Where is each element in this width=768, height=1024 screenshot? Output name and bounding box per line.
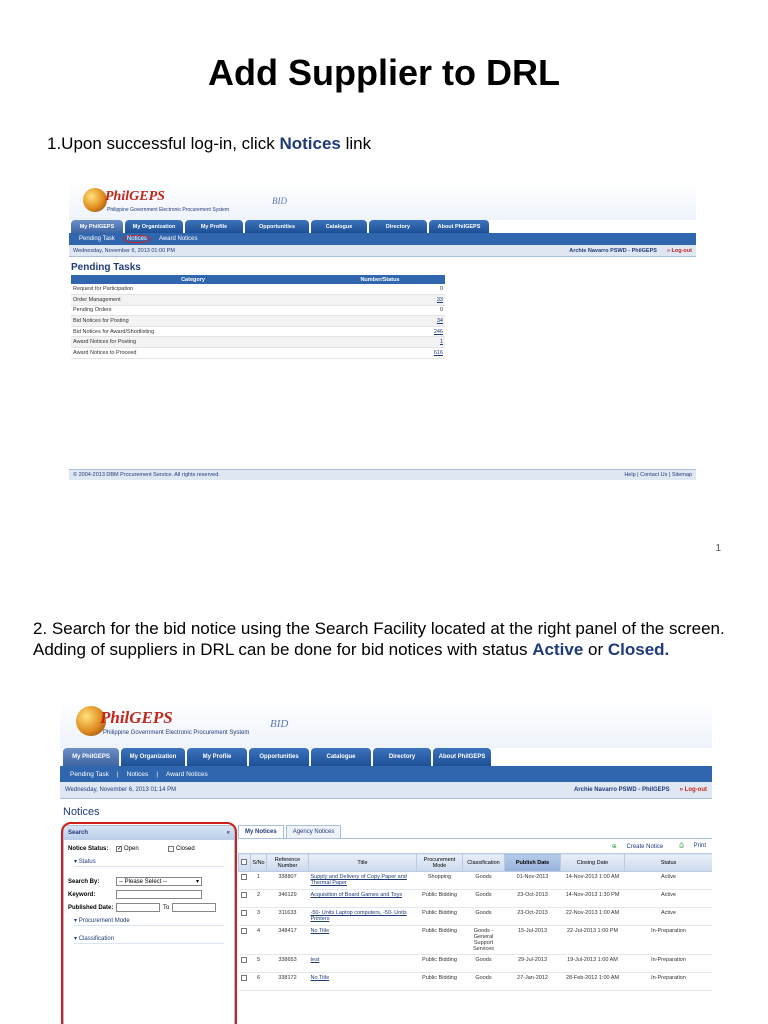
row-publish-date: 23-Oct-2013 [505, 890, 561, 908]
row-sno: 1 [251, 872, 267, 890]
philgeps-logo-subtitle: Philippine Government Electronic Procurement System [107, 207, 229, 213]
column-header-publish-date[interactable]: Publish Date [505, 854, 561, 872]
search-by-row [68, 877, 230, 886]
page-title: Notices [63, 806, 100, 818]
row-checkbox[interactable] [241, 928, 247, 934]
create-notice-label: Create Notice [626, 843, 664, 850]
screenshot-notices-search [60, 700, 712, 1024]
step-2-text: 2. Search for the bid notice using the Search Facility located at the right panel of the screen. Adding of suppliers in DRL can be done for bid notices with status [33, 619, 725, 659]
tab-my-organization[interactable]: My Organization [121, 748, 185, 766]
select-all-checkbox[interactable] [241, 859, 247, 865]
procurement-mode-label: Procurement Mode [78, 917, 130, 924]
row-title-link[interactable]: -50- Units Laptop computers, -50- Units Printers [309, 908, 417, 926]
row-category: Order Management [71, 295, 315, 306]
table-row[interactable] [71, 326, 445, 337]
row-value-link[interactable]: 616 [315, 348, 445, 359]
row-category: Award Notices for Posting [71, 337, 315, 348]
print-button[interactable] [671, 843, 706, 850]
subnav-pending-task[interactable]: Pending Task [79, 236, 115, 242]
row-reference: 346129 [267, 890, 309, 908]
chevron-down-icon: ▾ [195, 879, 199, 885]
subnav-notices-link[interactable]: Notices [126, 770, 149, 778]
row-mode: Public Bidding [417, 908, 463, 926]
published-date-from[interactable] [116, 903, 160, 912]
philgeps-logo-subtitle: Philippine Government Electronic Procurement System [103, 730, 250, 736]
row-value-link[interactable]: 34 [315, 316, 445, 327]
row-closing-date: 22-Nov-2013 1:00 AM [561, 908, 625, 926]
status-section-label: Status [78, 858, 96, 865]
keyword-label: Keyword: [68, 891, 96, 898]
row-status: Active [625, 908, 713, 926]
tab-opportunities[interactable]: Opportunities [249, 748, 309, 766]
row-publish-date: 29-Jul-2013 [505, 955, 561, 973]
table-row[interactable] [71, 316, 445, 327]
column-header-number-status: Number/Status [315, 275, 445, 284]
print-label: Print [693, 842, 706, 849]
date-bar [60, 782, 712, 799]
row-publish-date: 01-Nov-2013 [505, 872, 561, 890]
subnav-pending-task[interactable]: Pending Task [70, 770, 109, 778]
sub-navigation [60, 766, 712, 782]
tab-my-notices[interactable]: My Notices [238, 825, 284, 838]
row-title-link[interactable]: No Title [309, 973, 417, 991]
philgeps-globe-icon [83, 188, 107, 212]
step-2-instruction [33, 618, 733, 660]
status-closed-emphasis: Closed. [607, 640, 670, 659]
row-value-link[interactable]: 246 [315, 326, 445, 337]
row-status: In-Preparation [625, 955, 713, 973]
tab-my-philgeps[interactable]: My PhilGEPS [63, 748, 119, 766]
row-sno: 3 [251, 908, 267, 926]
row-reference: 338807 [267, 872, 309, 890]
row-checkbox[interactable] [241, 910, 247, 916]
row-value-link[interactable]: 1 [315, 337, 445, 348]
pending-tasks-title: Pending Tasks [71, 262, 141, 273]
step-1-suffix: link [340, 134, 372, 153]
row-category: Award Notices to Proceed [71, 348, 315, 359]
collapse-icon[interactable]: « [226, 830, 230, 836]
main-tabs [63, 748, 493, 766]
table-row[interactable] [71, 305, 445, 316]
tab-about-philgeps[interactable]: About PhilGEPS [433, 748, 491, 766]
tab-agency-notices[interactable]: Agency Notices [286, 825, 342, 838]
tab-opportunities[interactable]: Opportunities [245, 220, 309, 233]
row-category: Bid Notices for Award/Shortlisting [71, 326, 315, 337]
tab-my-profile[interactable]: My Profile [187, 748, 247, 766]
procurement-mode-toggle[interactable] [74, 916, 224, 926]
status-section-toggle[interactable] [74, 857, 224, 867]
row-value: 0 [315, 284, 445, 295]
tab-my-organization[interactable]: My Organization [125, 220, 183, 233]
table-row[interactable] [239, 908, 713, 926]
row-closing-date: 22-Jul-2013 1:00 PM [561, 926, 625, 955]
logout-link[interactable]: » Log-out [679, 787, 707, 793]
bid-watermark: BID [270, 718, 289, 730]
results-actions [238, 839, 712, 853]
open-label: Open [124, 845, 139, 852]
tab-about-philgeps[interactable]: About PhilGEPS [429, 220, 489, 233]
subnav-notices-link[interactable]: Notices [123, 235, 151, 243]
add-icon: ⊕ [611, 843, 617, 850]
table-row[interactable] [239, 872, 713, 890]
row-sno: 6 [251, 973, 267, 991]
row-publish-date: 27-Jan-2012 [505, 973, 561, 991]
published-date-row [68, 903, 230, 912]
row-closing-date: 14-Nov-2013 1:30 PM [561, 890, 625, 908]
results-tabs [238, 825, 712, 839]
philgeps-logo: PhilGEPS [100, 708, 173, 727]
search-by-select[interactable] [116, 877, 202, 886]
row-publish-date: 23-Oct-2013 [505, 908, 561, 926]
row-status: Active [625, 890, 713, 908]
row-checkbox[interactable] [241, 957, 247, 963]
keyword-row [68, 890, 230, 899]
row-value: 0 [315, 305, 445, 316]
column-header-closing-date: Closing Date [561, 854, 625, 872]
row-select [239, 973, 251, 991]
column-header-reference: Reference Number [267, 854, 309, 872]
row-title-link[interactable]: Supply and Delivery of Copy Paper and Thermal Paper [309, 872, 417, 890]
row-mode: Shopping [417, 872, 463, 890]
step-1-prefix: 1.Upon successful log-in, click [47, 134, 280, 153]
notices-table [238, 853, 712, 991]
current-date: Wednesday, November 6, 2013 01:14 PM [65, 787, 177, 793]
row-select [239, 908, 251, 926]
classification-toggle[interactable] [74, 934, 224, 944]
sub-navigation [69, 233, 696, 245]
row-select [239, 890, 251, 908]
footer-bar [69, 469, 696, 480]
table-row[interactable] [239, 955, 713, 973]
row-closing-date: 28-Feb-2012 1:00 AM [561, 973, 625, 991]
expand-icon: ▾ [74, 918, 79, 924]
tab-my-philgeps[interactable]: My PhilGEPS [71, 220, 123, 233]
row-status: Active [625, 872, 713, 890]
column-header-title: Title [309, 854, 417, 872]
row-title-link[interactable]: test [309, 955, 417, 973]
row-select [239, 872, 251, 890]
row-status: In-Preparation [625, 926, 713, 955]
tab-directory[interactable]: Directory [373, 748, 431, 766]
page-number: 1 [715, 543, 721, 554]
row-category: Request for Participation [71, 284, 315, 295]
expand-icon: ▾ [74, 859, 79, 865]
row-checkbox[interactable] [241, 892, 247, 898]
print-icon: ⎙ [679, 842, 684, 849]
header-banner [60, 700, 712, 748]
table-row[interactable] [239, 890, 713, 908]
column-header-classification: Classification [463, 854, 505, 872]
row-sno: 5 [251, 955, 267, 973]
row-checkbox[interactable] [241, 975, 247, 981]
row-classification: Goods - General Support Services [463, 926, 505, 955]
header-banner [69, 182, 696, 220]
column-header-category: Category [71, 275, 315, 284]
search-by-label: Search By: [68, 878, 100, 885]
pending-tasks-table [71, 275, 445, 359]
column-header-sno: S/No [251, 854, 267, 872]
row-classification: Goods [463, 973, 505, 991]
tab-directory[interactable]: Directory [369, 220, 427, 233]
published-date-label: Published Date: [68, 904, 114, 911]
row-publish-date: 15-Jul-2013 [505, 926, 561, 955]
user-info: Archie Navarro PSWD - PhilGEPS [573, 787, 670, 793]
footer-links[interactable]: Help | Contact Us | Sitemap [624, 472, 692, 478]
row-checkbox[interactable] [241, 874, 247, 880]
subnav-award-notices[interactable]: Award Notices [166, 770, 208, 778]
step-1-instruction [47, 134, 371, 154]
philgeps-logo: PhilGEPS [105, 189, 165, 204]
table-row[interactable] [71, 284, 445, 295]
copyright-text: © 2004-2013 DBM Procurement Service. All rights reserved. [73, 472, 220, 478]
row-classification: Goods [463, 872, 505, 890]
main-tabs [71, 220, 491, 233]
subnav-separator: | [116, 770, 119, 778]
search-panel-header [64, 826, 234, 840]
current-date: Wednesday, November 6, 2013 01:00 PM [73, 247, 175, 254]
step-2-or: or [583, 640, 608, 659]
user-info: Archie Navarro PSWD - PhilGEPS [569, 247, 657, 254]
row-mode: Public Bidding [417, 926, 463, 955]
table-row[interactable] [239, 973, 713, 991]
row-sno: 2 [251, 890, 267, 908]
row-reference: 338653 [267, 955, 309, 973]
tab-catalogue[interactable]: Catalogue [311, 220, 367, 233]
table-row[interactable] [71, 348, 445, 359]
row-value-link[interactable]: 33 [315, 295, 445, 306]
tab-catalogue[interactable]: Catalogue [311, 748, 371, 766]
tab-my-profile[interactable]: My Profile [185, 220, 243, 233]
row-status: In-Preparation [625, 973, 713, 991]
row-closing-date: 19-Jul-2013 1:00 AM [561, 955, 625, 973]
status-active-emphasis: Active [532, 640, 584, 659]
row-title-link[interactable]: No Title [309, 926, 417, 955]
step-1-notices-emphasis: Notices [279, 134, 341, 153]
row-sno: 4 [251, 926, 267, 955]
classification-label: Classification [78, 935, 115, 942]
column-header-status: Status [625, 854, 713, 872]
column-header-procurement-mode: Procurement Mode [417, 854, 463, 872]
row-select [239, 955, 251, 973]
published-date-to[interactable] [172, 903, 216, 912]
notices-results [238, 825, 712, 1024]
search-panel [63, 825, 235, 1024]
row-classification: Goods [463, 890, 505, 908]
closed-checkbox[interactable] [168, 846, 174, 852]
notice-status-row [68, 844, 230, 853]
bid-watermark: BID [272, 196, 287, 206]
table-row[interactable] [71, 295, 445, 306]
row-category: Pending Orders [71, 305, 315, 316]
logout-link[interactable]: » Log-out [666, 247, 692, 254]
create-notice-button[interactable] [604, 843, 663, 850]
row-category: Bid Notices for Posting [71, 316, 315, 327]
date-to-label: To [163, 904, 170, 911]
open-checkbox[interactable]: ✓ [117, 845, 123, 852]
row-title-link[interactable]: Acquisition of Board Games and Toys [309, 890, 417, 908]
row-reference: 338172 [267, 973, 309, 991]
row-classification: Goods [463, 908, 505, 926]
subnav-separator: | [156, 770, 159, 778]
subnav-award-notices[interactable]: Award Notices [158, 236, 198, 242]
closed-label: Closed [176, 845, 195, 852]
row-mode: Public Bidding [417, 973, 463, 991]
select-value: -- Please Select -- [119, 878, 168, 885]
row-mode: Public Bidding [417, 890, 463, 908]
screenshot-pending-tasks [69, 182, 696, 486]
expand-icon: ▾ [74, 936, 79, 942]
row-reference: 311633 [267, 908, 309, 926]
row-mode: Public Bidding [417, 955, 463, 973]
row-classification: Goods [463, 955, 505, 973]
row-closing-date: 14-Nov-2013 1:00 AM [561, 872, 625, 890]
slide-title: Add Supplier to DRL [208, 52, 560, 93]
table-row[interactable] [71, 337, 445, 348]
notice-status-label: Notice Status: [68, 845, 109, 852]
select-all-header [239, 854, 251, 872]
keyword-input[interactable] [116, 890, 202, 899]
search-panel-title: Search [68, 830, 89, 836]
date-bar [69, 245, 696, 257]
table-row[interactable] [239, 926, 713, 955]
row-select [239, 926, 251, 955]
row-reference: 348417 [267, 926, 309, 955]
